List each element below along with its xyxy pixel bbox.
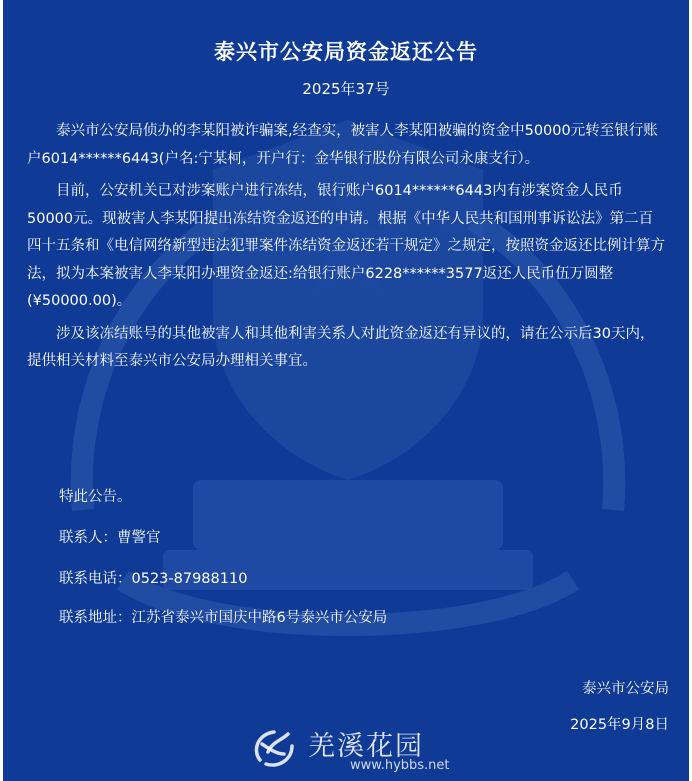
watermark-url: www.hybbs.net: [350, 758, 450, 773]
contact-address: 联系地址：江苏省泰兴市国庆中路6号泰兴市公安局: [59, 610, 388, 626]
issuer-name: 泰兴市公安局: [582, 681, 669, 697]
paragraph-objection: 涉及该冻结账号的其他被害人和其他利害关系人对此资金返还有异议的，请在公示后30天内，提供相关材料至泰兴市公安局办理相关事宜。: [27, 325, 655, 369]
watermark-logo-icon: [248, 722, 300, 774]
document-number: 2025年37号: [302, 80, 390, 98]
paragraph-return: 目前，公安机关已对涉案账户进行冻结，银行账户6014******6443内有涉案资金人民币50000元。现被害人李某阳提出冻结资金返还的申请。根据《中华人民共和国刑事诉讼法》第二百四十五条和《电信网络新型违法犯罪案件冻结资金返还若干规定》之规定，按照资金返还比例计算方法，拟为本案被害人李某阳办理资金返还:给银行账户6228******3577返还人民币伍万圆整(¥50000.00)。: [27, 183, 665, 309]
contact-phone: 联系电话：0523-87988110: [59, 571, 248, 587]
closing-text: 特此公告。: [59, 489, 132, 505]
notice-panel: [3, 0, 689, 781]
paragraph-case: 泰兴市公安局侦办的李某阳被诈骗案,经查实，被害人李某阳被骗的资金中50000元转至银行账户6014******6443(户名:宁某柯，开户行：金华银行股份有限公司永康支行）。: [27, 123, 658, 167]
watermark-text: 羌溪花园: [308, 731, 424, 762]
site-watermark: [248, 722, 468, 778]
notice-body: [27, 118, 667, 381]
contact-person: 联系人：曹警官: [59, 530, 161, 546]
notice-title: 泰兴市公安局资金返还公告: [214, 40, 478, 64]
issue-date: 2025年9月8日: [570, 717, 669, 733]
